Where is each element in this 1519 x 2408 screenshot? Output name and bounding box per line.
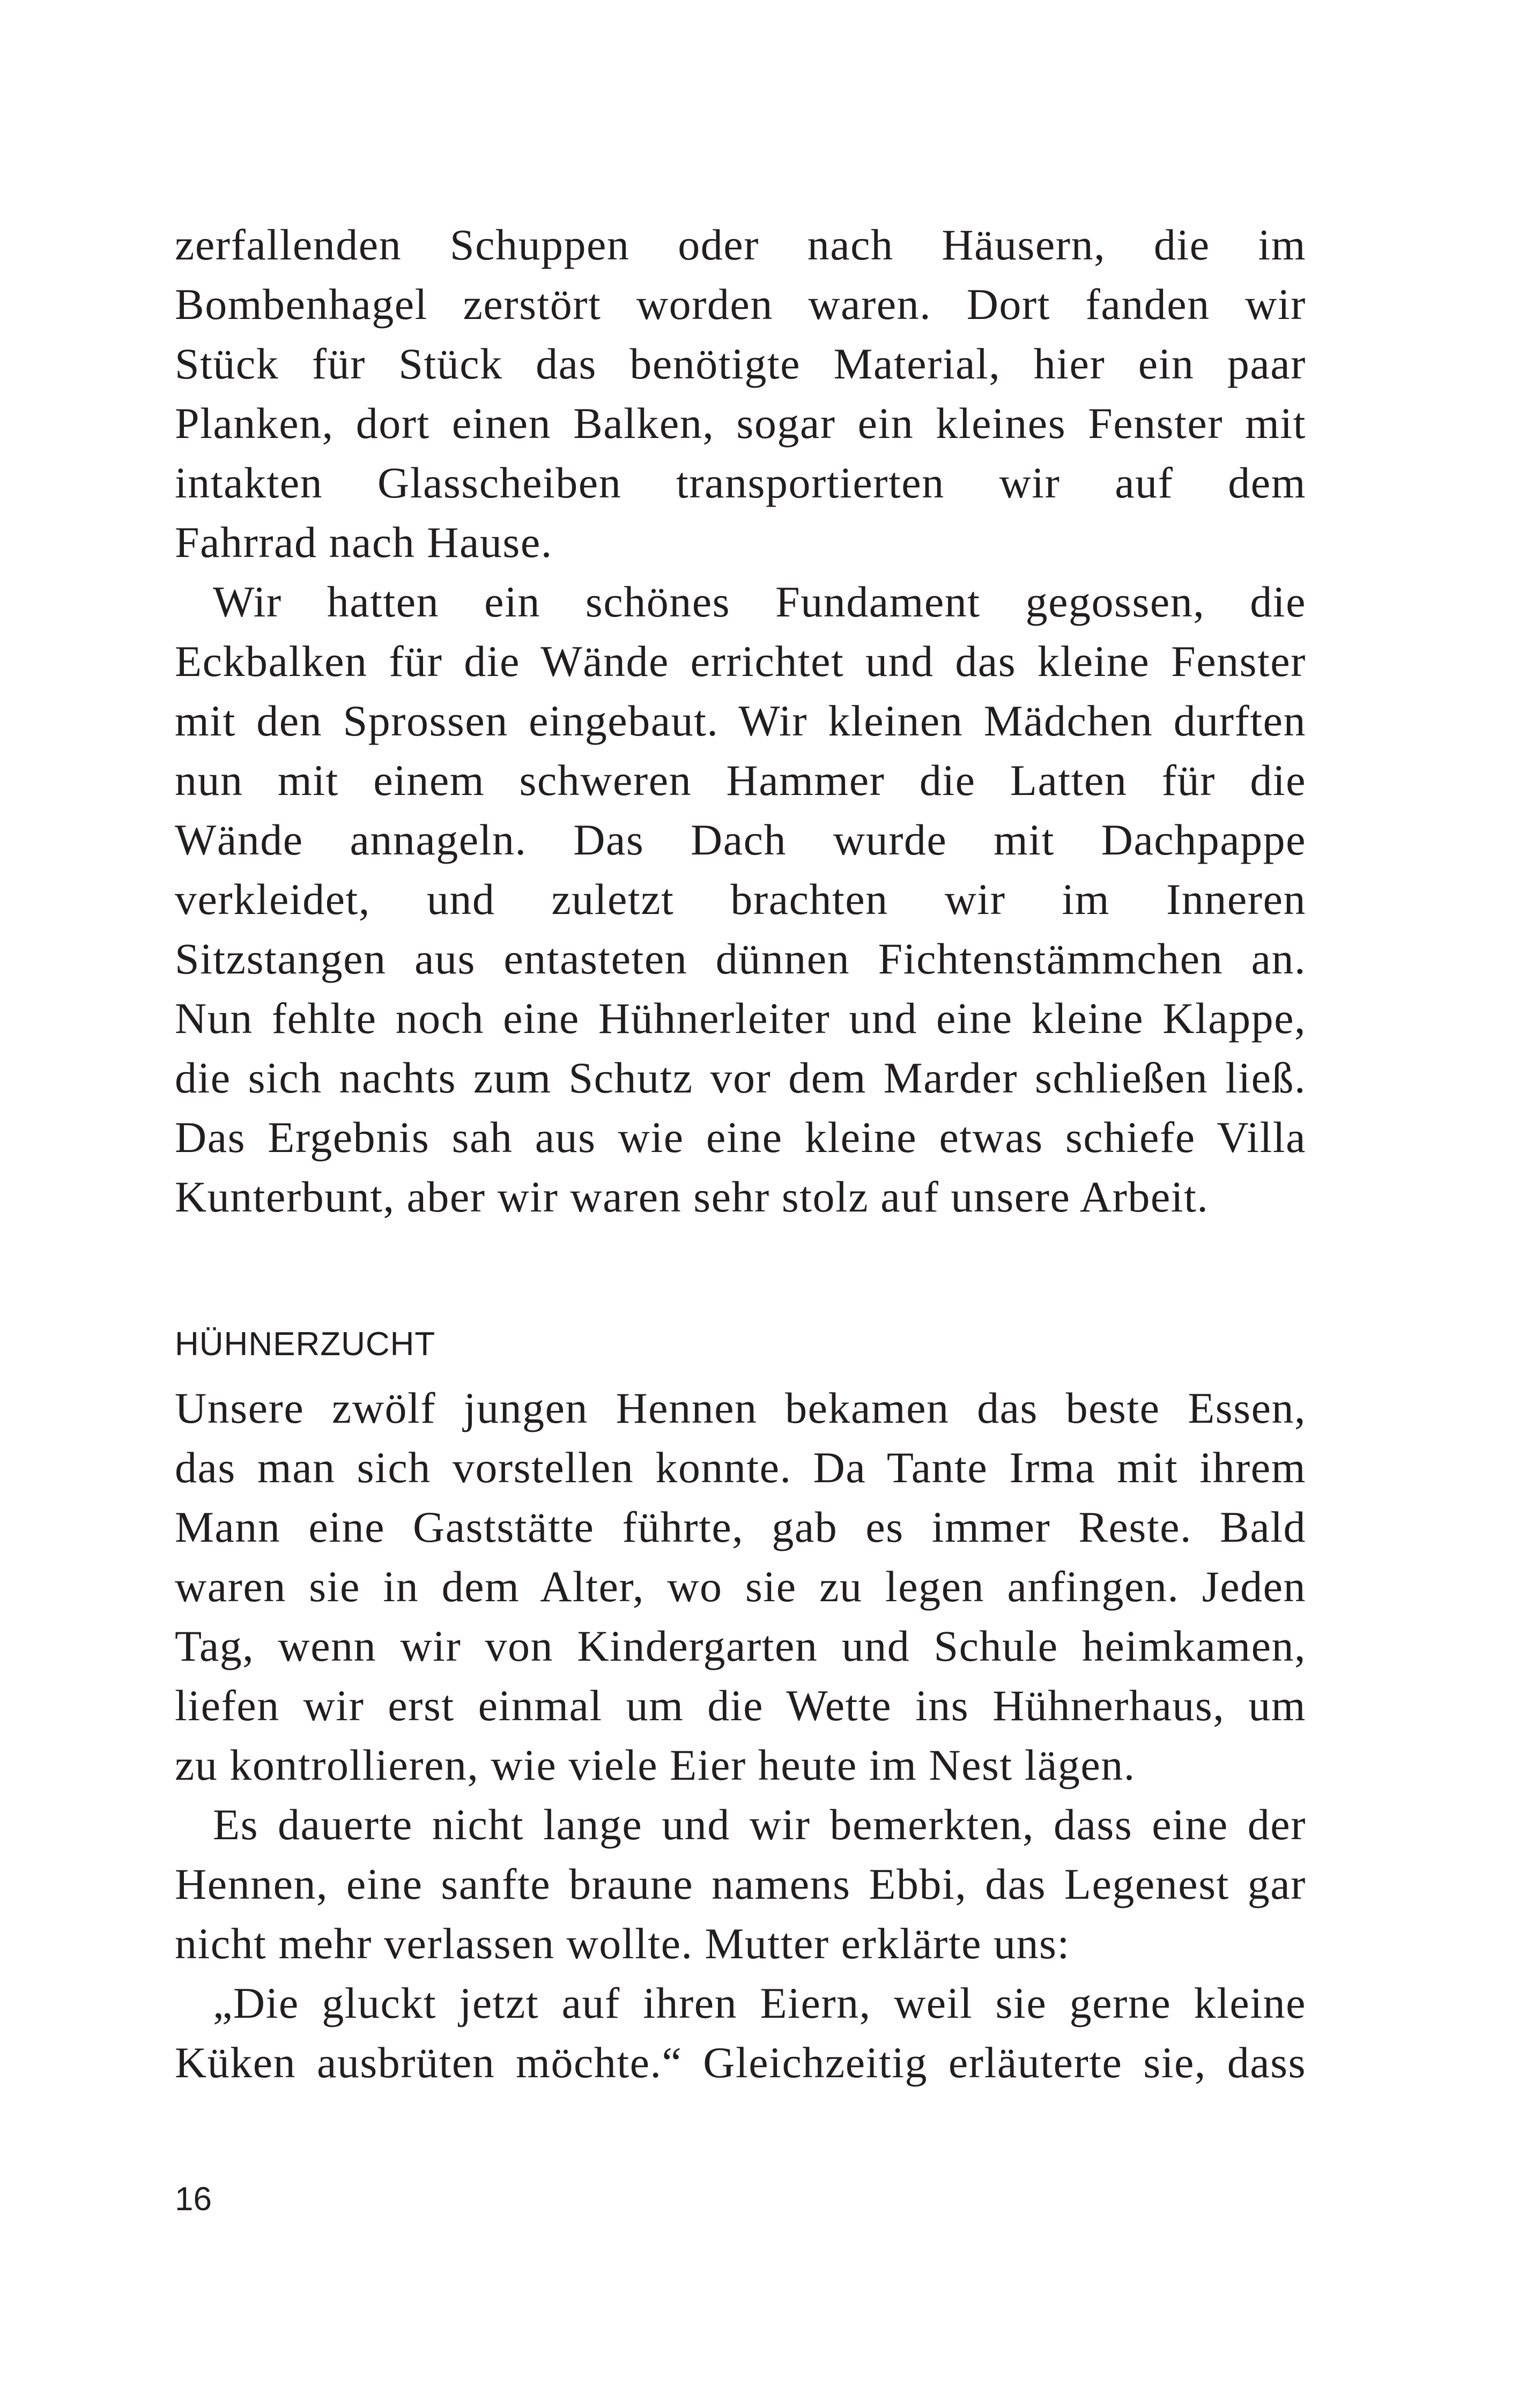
paragraph — [175, 1795, 1306, 1973]
text-line: Stück für Stück das benötigte Material, hier ein paar — [175, 339, 1306, 388]
text-line: Nun fehlte noch eine Hühnerleiter und eine kleine Klappe, — [175, 994, 1306, 1043]
text-line: intakten Glasscheiben transportierten wir auf dem — [175, 458, 1306, 507]
text-line: Sitzstangen aus entasteten dünnen Fichtenstämmchen an. — [175, 934, 1306, 983]
text-line: Mann eine Gaststätte führte, gab es immer Reste. Bald — [175, 1503, 1306, 1551]
paragraph — [175, 215, 1306, 572]
text-line: nun mit einem schweren Hammer die Latten für die — [175, 756, 1306, 805]
text-line: Tag, wenn wir von Kindergarten und Schule heimkamen, — [175, 1622, 1306, 1670]
text-line: Kunterbunt, aber wir waren sehr stolz auf unsere Arbeit. — [175, 1172, 1209, 1221]
text-line: Eckbalken für die Wände errichtet und das kleine Fenster — [175, 637, 1306, 686]
section-heading: HÜHNERZUCHT — [175, 1326, 436, 1363]
text-line: Planken, dort einen Balken, sogar ein kleines Fenster mit — [175, 399, 1306, 448]
text-line: die sich nachts zum Schutz vor dem Marder schließen ließ. — [175, 1053, 1306, 1102]
text-line: das man sich vorstellen konnte. Da Tante Irma mit ihrem — [175, 1443, 1306, 1492]
text-line: Hennen, eine sanfte braune namens Ebbi, das Legenest gar — [175, 1860, 1306, 1908]
text-line: Wände annageln. Das Dach wurde mit Dachpappe — [175, 815, 1306, 864]
text-line: waren sie in dem Alter, wo sie zu legen anfingen. Jeden — [175, 1562, 1306, 1611]
text-line: mit den Sprossen eingebaut. Wir kleinen Mädchen durften — [175, 696, 1306, 745]
text-line: Fahrrad nach Hause. — [175, 518, 553, 567]
text-line: verkleidet, und zuletzt brachten wir im Inneren — [175, 875, 1306, 924]
paragraph — [175, 1973, 1306, 2092]
text-line: zu kontrollieren, wie viele Eier heute im Nest lägen. — [175, 1741, 1136, 1789]
body-text-lower — [175, 1378, 1306, 2092]
page-number: 16 — [175, 2181, 212, 2218]
text-line: liefen wir erst einmal um die Wette ins Hühnerhaus, um — [175, 1681, 1306, 1730]
paragraph — [175, 1378, 1306, 1795]
text-line: Unsere zwölf jungen Hennen bekamen das beste Essen, — [175, 1384, 1306, 1432]
paragraph — [175, 572, 1306, 1227]
text-line: Das Ergebnis sah aus wie eine kleine etwas schiefe Villa — [175, 1113, 1306, 1162]
text-line: Wir hatten ein schönes Fundament gegossen, die — [213, 577, 1306, 626]
text-line: zerfallenden Schuppen oder nach Häusern, die im — [175, 220, 1306, 269]
text-line: nicht mehr verlassen wollte. Mutter erklärte uns: — [175, 1919, 1070, 1968]
text-line: Es dauerte nicht lange und wir bemerkten, dass eine der — [213, 1800, 1306, 1849]
text-line: Bombenhagel zerstört worden waren. Dort fanden wir — [175, 280, 1306, 329]
body-text-upper — [175, 215, 1306, 1227]
text-line: Küken ausbrüten möchte.“ Gleichzeitig erläuterte sie, dass — [175, 2038, 1306, 2087]
text-line: „Die gluckt jetzt auf ihren Eiern, weil sie gerne kleine — [213, 1979, 1306, 2027]
